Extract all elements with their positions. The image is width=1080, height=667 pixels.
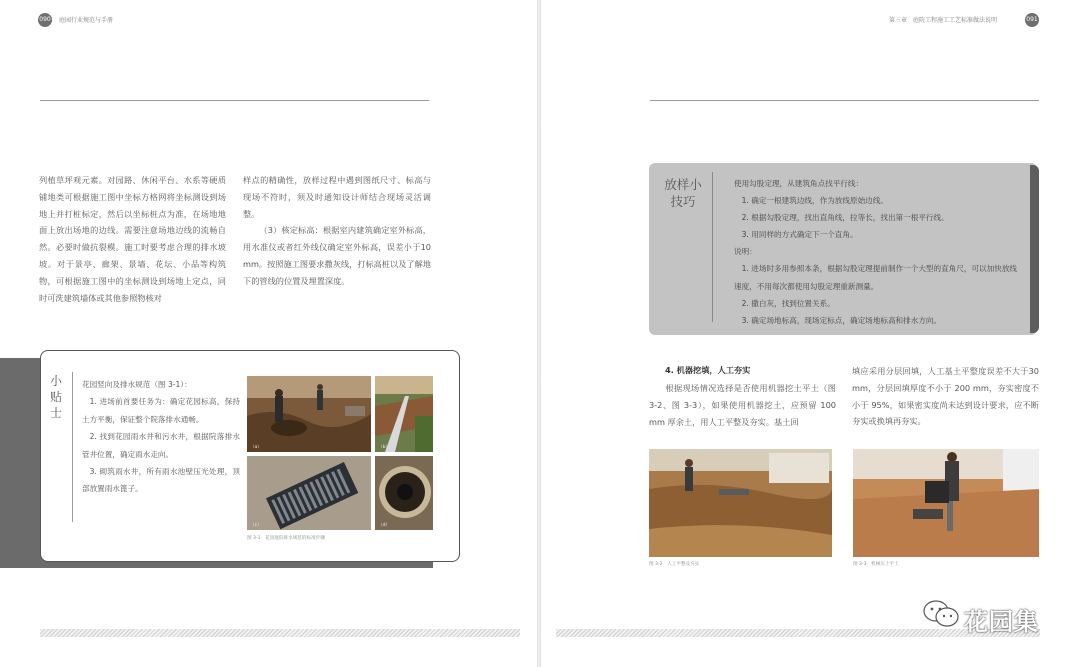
watermark: [922, 598, 1052, 634]
photo-label: （c）: [250, 523, 262, 528]
page-number: 091: [1025, 13, 1039, 27]
photo-d: [375, 456, 433, 530]
figure-caption: 图 3-2 人工平整及夯实: [649, 562, 700, 567]
body-column-1: 列植草坪观元素。对园路、休闲平台、水系等硬质铺地类可根据施工图中坐标方格网将坐标测设到场地上并打桩标定，然后以坐标桩点为准，在场地地面上放出场地的边线。需要注意场地边线的流畅自然。必要时做抗裂模。施工时要考虑合理的排水坡坡。对于景亭、廊架、景墙、花坛、小品等构筑物，可根据施工图中的坐标测设到场地上定点，同时可洗建筑墙体或其他参照物核对: [39, 175, 226, 303]
body-column-1: 根据现场情况选择是否使用机器挖土平土（图 3-2、图 3-3），如果使用机器挖土，应预留 100 mm 厚余土，用人工平整及夯实。基土回: [649, 383, 836, 427]
page-number: 090: [38, 13, 52, 27]
tip-divider: [712, 172, 713, 322]
photo-fig-3-2: [649, 449, 832, 557]
section-heading: 4. 机器挖填，人工夯实: [665, 365, 751, 375]
photo-b: [375, 376, 433, 452]
tip-divider: [72, 372, 73, 522]
left-page: [0, 0, 538, 667]
running-head: 第三章 庭院工程施工工艺标准做法说明: [889, 17, 998, 24]
header-rule: [40, 100, 429, 101]
tip-box-edge: [1030, 165, 1039, 333]
watermark-text: 花园集: [964, 608, 1039, 636]
tip-title: 放样小技巧: [664, 177, 702, 209]
photo-label: （b）: [378, 445, 391, 450]
figure-caption: 图 3-1 花园庭院排水规范的标准步骤: [247, 536, 325, 541]
tip-title: 小贴士: [49, 374, 62, 420]
photo-c: [247, 456, 371, 530]
figure-caption: 图 3-3 机械压土平土: [853, 562, 899, 567]
wechat-icon: [922, 598, 962, 630]
header-rule: [650, 100, 1039, 101]
body-column-2: 填应采用分层回填，人工基土平整度误差不大于30 mm，分层回填厚度不小于 200 mm，夯实密度不小于 95%，如果密实度尚未达到设计要求，应不断夯实或换填再夯实。: [852, 366, 1039, 427]
tip-text: 花园竖向及排水规范（图 3-1）： 1. 进场前首要任务为：确定花园标高，保持土方平衡，保证整个院落排水通畅。 2. 找到花园雨水井和污水井，根据院落排水管井位置，确定雨水走向。 3. 砌筑雨水井，所有雨水池壁压光处理，顶部放置雨水篦子。: [82, 380, 240, 494]
tip-text: 使用勾股定理，从建筑角点找平行线： 1. 确定一根建筑边线，作为放线原始边线。 2. 根据勾股定理，找出直角线，拉等长，找出第一根平行线。 3. 用同样的方式确定下一个直角。 说明： 1. 进场时多用参照本条，根据勾股定理提前制作一个大型的直角尺，可以加快放线速度，不用每次都使用勾股定理重新测量。 2. 撒白灰，找到位置关系。 3. 确定场地标高，现场定标点，确定场地标高和排水方向。: [734, 179, 1018, 325]
body-column-2: 样点的精确性，放样过程中遇到图纸尺寸、标高与现场不符时，须及时通知设计师结合现场灵活调整。 （3）核定标高：根据室内建筑确定室外标高，用水准仪或者红外线仪确定室外标高，误差小于10 mm。按照施工图要求撒灰线，打标高桩以及了解地下的管线的位置及埋置深度。: [243, 175, 431, 286]
running-head: 庭园行业规范与手册: [59, 17, 114, 24]
photo-label: （d）: [378, 523, 391, 528]
photo-a: [247, 376, 371, 452]
footer-hatch: [40, 629, 520, 637]
photo-label: （a）: [250, 445, 263, 450]
photo-fig-3-3: [853, 449, 1039, 557]
